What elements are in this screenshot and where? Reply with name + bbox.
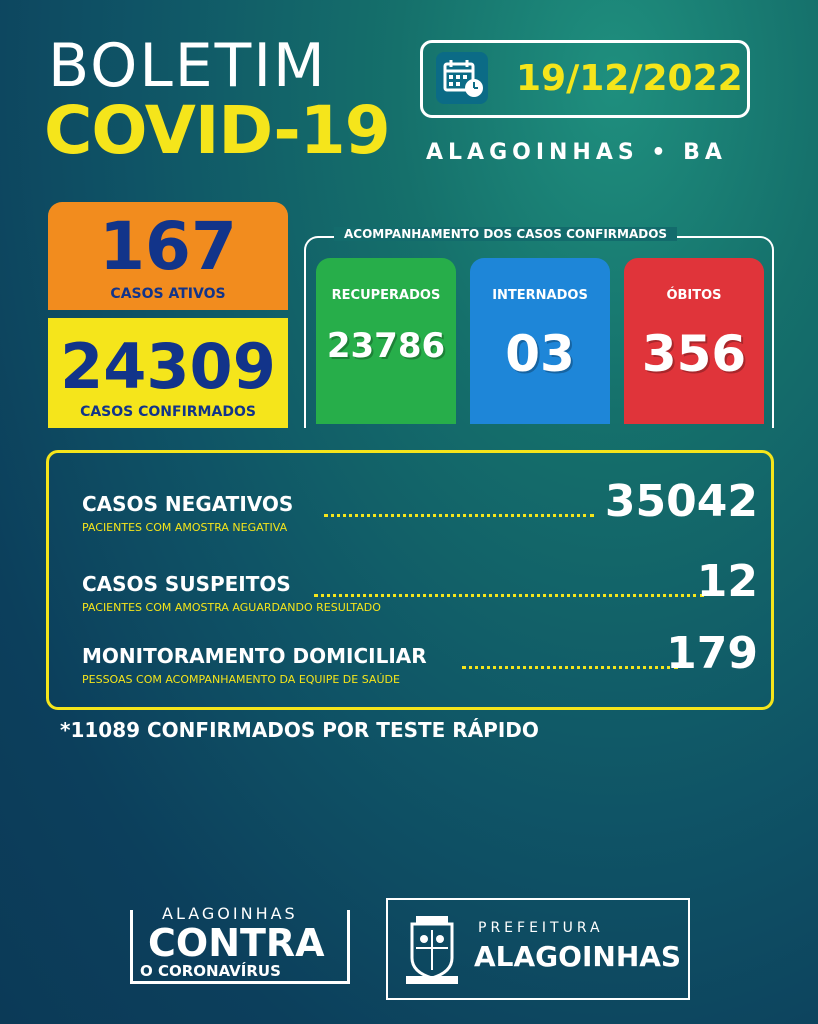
deaths-value: 356 <box>641 325 747 383</box>
suspected-cases-row <box>82 556 758 616</box>
tracking-title: ACOMPANHAMENTO DOS CASOS CONFIRMADOS <box>334 227 677 241</box>
home-monitoring-value: 179 <box>666 628 758 679</box>
leader-dots <box>462 666 678 669</box>
negative-cases-label: CASOS NEGATIVOS <box>82 492 294 516</box>
rapid-test-footnote: *11089 CONFIRMADOS POR TESTE RÁPIDO <box>60 718 539 742</box>
campaign-logo-top: ALAGOINHAS <box>162 904 298 923</box>
recovered-value: 23786 <box>326 326 446 366</box>
deaths-card <box>624 258 764 424</box>
hospitalized-card <box>470 258 610 424</box>
negative-cases-description: PACIENTES COM AMOSTRA NEGATIVA <box>82 521 288 534</box>
negative-cases-row <box>82 476 758 536</box>
home-monitoring-description: PESSOAS COM ACOMPANHAMENTO DA EQUIPE DE SAÚDE <box>82 673 400 686</box>
confirmed-cases-box <box>48 318 288 428</box>
hospitalized-value: 03 <box>505 325 575 383</box>
prefeitura-logo-main: ALAGOINHAS <box>474 940 682 973</box>
recovered-label: RECUPERADOS <box>331 288 441 303</box>
bulletin-date: 19/12/2022 <box>516 58 743 99</box>
campaign-logo-bottom: O CORONAVÍRUS <box>140 962 281 980</box>
suspected-cases-label: CASOS SUSPEITOS <box>82 572 291 596</box>
negative-cases-value: 35042 <box>604 476 758 527</box>
deaths-label: ÓBITOS <box>666 288 722 303</box>
hospitalized-label: INTERNADOS <box>492 288 588 303</box>
home-monitoring-label: MONITORAMENTO DOMICILIAR <box>82 644 427 668</box>
active-cases-box <box>48 202 288 310</box>
recovered-card <box>316 258 456 424</box>
location-label: ALAGOINHAS • BA <box>426 140 727 165</box>
active-cases-label: CASOS ATIVOS <box>110 286 226 302</box>
home-monitoring-row <box>82 628 758 688</box>
title-boletim: BOLETIM <box>48 31 327 101</box>
confirmed-cases-label: CASOS CONFIRMADOS <box>80 404 256 420</box>
prefeitura-logo-top: PREFEITURA <box>478 920 604 936</box>
leader-dots <box>324 514 594 517</box>
suspected-cases-value: 12 <box>696 556 758 607</box>
active-cases-value: 167 <box>99 208 237 285</box>
confirmed-cases-value: 24309 <box>60 330 276 403</box>
suspected-cases-description: PACIENTES COM AMOSTRA AGUARDANDO RESULTADO <box>82 601 381 614</box>
campaign-logo-main: CONTRA <box>148 921 325 965</box>
leader-dots <box>314 594 704 597</box>
municipal-crest-icon <box>402 912 462 986</box>
title-covid: COVID-19 <box>44 92 390 169</box>
calendar-clock-icon <box>436 52 488 104</box>
